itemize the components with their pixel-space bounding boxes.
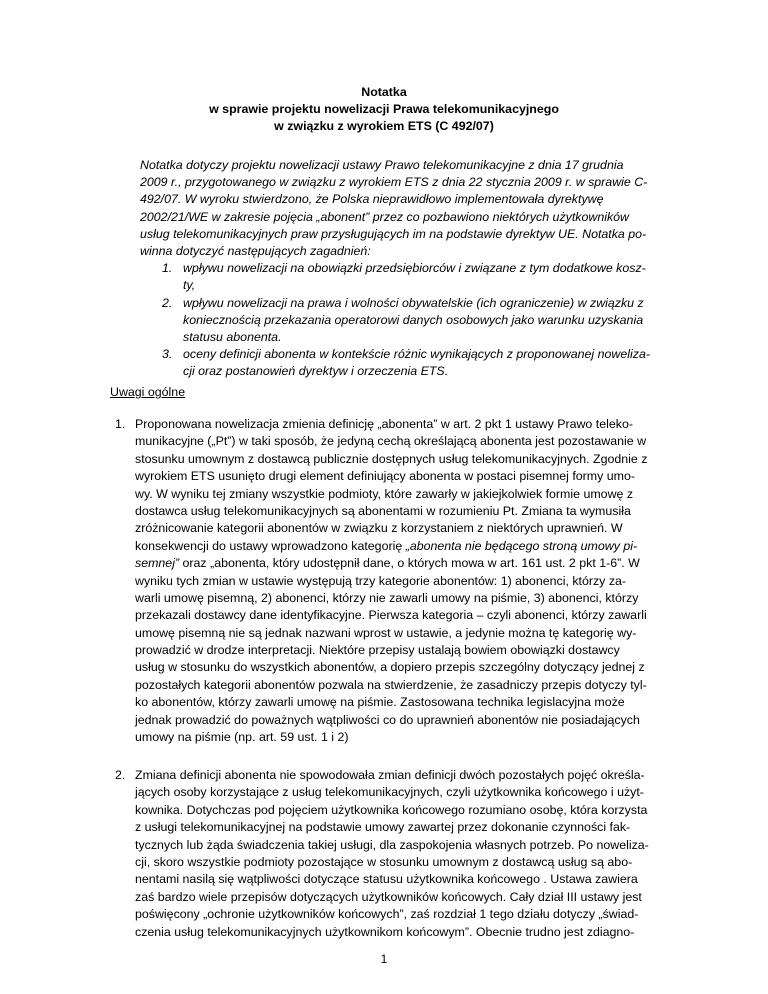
paragraph-line: wyrokiem ETS usunięto drugi element definiujący abonenta w postaci pisemnej formy umo- bbox=[135, 469, 635, 484]
list-line: koniecznością przekazania operatorowi danych osobowych jako warunku uzyskania bbox=[183, 312, 644, 327]
intro-list-item bbox=[140, 295, 655, 347]
intro-line: 2009 r., przygotowanego w związku z wyrokiem ETS z dnia 22 stycznia 2009 r. w sprawie C- bbox=[140, 175, 648, 190]
paragraph-line: munikacyjne („Pt”) w taki sposób, że jedyną cechą określającą abonenta jest pozostawanie w bbox=[135, 434, 647, 449]
list-line: cji oraz postanowień dyrektyw i orzeczenia ETS. bbox=[183, 364, 449, 379]
paragraph-line: ko abonentów, którzy zawarli umowę na piśmie. Zastosowana technika legislacyjna może bbox=[135, 695, 625, 710]
paragraph-number: 2. bbox=[115, 768, 126, 782]
paragraph-line: dostawca usług telekomunikacyjnych są abonentami w rozumieniu Pt. Zmiana ta wymusiła bbox=[135, 503, 631, 518]
paragraph-line: wyniku tych zmian w ustawie występują trzy kategorie abonentów: 1) abonenci, którzy za- bbox=[135, 573, 627, 588]
list-line: wpływu nowelizacji na obowiązki przedsiębiorców i związane z tym dodatkowe kosz- bbox=[183, 261, 646, 276]
list-number: 2. bbox=[162, 295, 173, 310]
paragraph-line: przekazali dostawcy dane identyfikacyjne. Pierwsza kategoria – czyli abonenci, którzy zawarli bbox=[135, 608, 647, 623]
paragraph-line: umowę pisemną nie są jednak nazwani wprost w ustawie, a jedynie można tę kategorię wy- bbox=[135, 625, 637, 640]
page-number: 1 bbox=[380, 952, 388, 966]
paragraph-line: poświęcony „ochronie użytkowników końcowych”, zaś rozdział 1 tego działu dotyczy „świad- bbox=[135, 907, 639, 922]
title-line-2: w sprawie projektu nowelizacji Prawa telekomunikacyjnego bbox=[209, 102, 559, 116]
list-number: 3. bbox=[162, 347, 173, 362]
italic-term: semnej” bbox=[135, 556, 180, 571]
paragraph-line: Proponowana nowelizacja zmienia definicję „abonenta” w art. 2 pkt 1 ustawy Prawo teleko- bbox=[135, 417, 633, 431]
italic-term: „abonenta nie będącego stroną umowy pi- bbox=[405, 538, 638, 553]
intro-list-item bbox=[140, 346, 655, 380]
paragraph-line: pozostałych kategorii abonentów pozwala na stwierdzenie, że zasadniczy przepis dotyczy tyl- bbox=[135, 677, 647, 692]
paragraph-line: cji, skoro wszystkie podmioty pozostające w stosunku umownym z dostawcą usług są abo- bbox=[135, 854, 633, 869]
intro-list-item bbox=[140, 260, 655, 294]
paragraph-line: warli umowę pisemną, 2) abonenci, którzy nie zawarli umowy na piśmie, 3) abonenci, którzy bbox=[135, 590, 639, 605]
paragraph-line: prowadzić w drodze interpretacji. Niektóre przepisy ustalają bowiem obowiązki dostawcy bbox=[135, 643, 620, 658]
intro-line: winna dotyczyć następujących zagadnień: bbox=[140, 243, 371, 258]
list-line: ty, bbox=[183, 278, 196, 293]
paragraph-line: tycznych lub żąda świadczenia takiej usługi, dla zaspokojenia własnych potrzeb. Po noweliza- bbox=[135, 837, 649, 852]
intro-line: Notatka dotyczy projektu nowelizacji ustawy Prawo telekomunikacyjne z dnia 17 grudnia bbox=[140, 158, 624, 172]
list-line: statusu abonenta. bbox=[183, 329, 282, 344]
list-line: wpływu nowelizacji na prawa i wolności obywatelskie (ich ograniczenie) w związku z bbox=[183, 295, 644, 310]
paragraph-line bbox=[135, 538, 660, 555]
intro-line: usług telekomunikacyjnych praw przysługujących im na podstawie dyrektyw UE. Notatka po- bbox=[140, 226, 647, 241]
paragraph-line: usług w stosunku do wszystkich abonentów, a dopiero przepis szczególny dotyczący jednej z bbox=[135, 660, 645, 675]
paragraph-line: zróżnicowanie kategorii abonentów w związku z korzystaniem z niektórych uprawnień. W bbox=[135, 521, 623, 536]
list-number: 1. bbox=[162, 261, 173, 276]
list-line: oceny definicji abonenta w kontekście różnic wynikających z proponowanej noweliza- bbox=[183, 347, 650, 362]
paragraph-line: stosunku umownym z dostawcą publicznie dostępnych usług telekomunikacyjnych. Zgodnie z bbox=[135, 451, 648, 466]
paragraph-line: umowy na piśmie (np. art. 59 ust. 1 i 2) bbox=[135, 730, 349, 745]
paragraph-line: zaś bardzo wiele przepisów dotyczących użytkowników końcowych. Cały dział III ustawy jest bbox=[135, 889, 642, 904]
paragraph-line: kownika. Dotychczas pod pojęciem użytkownika końcowego rozumiano osobę, która korzysta bbox=[135, 802, 648, 817]
paragraph-line: nentami nasilą się wątpliwości dotyczące statusu użytkownika końcowego . Ustawa zawiera bbox=[135, 872, 638, 887]
paragraph-line: jednak prowadzić do poważnych wątpliwości co do uprawnień abonentów nie posiadających bbox=[135, 712, 640, 727]
text-span: oraz „abonenta, który udostępnił dane, o których mowa w art. 161 ust. 2 pkt 1-6”. W bbox=[179, 556, 640, 571]
paragraph-line: wy. W wyniku tej zmiany wszystkie podmioty, które zawarły w jakiejkolwiek formie umowę z bbox=[135, 486, 634, 501]
paragraph-line: Zmiana definicji abonenta nie spowodowała zmian definicji dwóch pozostałych pojęć określa- bbox=[135, 768, 645, 782]
text-span: konsekwencji do ustawy wprowadzono kategorię bbox=[135, 538, 406, 553]
title-line-3: w związku z wyrokiem ETS (C 492/07) bbox=[274, 119, 494, 133]
document-title bbox=[0, 84, 768, 135]
title-line-1: Notatka bbox=[361, 85, 407, 99]
paragraph-line bbox=[135, 555, 660, 572]
intro-paragraph bbox=[140, 157, 655, 380]
paragraph-line: jących osoby korzystające z usług telekomunikacyjnych, czyli użytkownika końcowego i użyt- bbox=[135, 785, 644, 800]
paragraph-number: 1. bbox=[115, 417, 126, 431]
section-heading: Uwagi ogólne bbox=[110, 385, 186, 399]
paragraph-line: czenia usług telekomunikacyjnych użytkownikom końcowym”. Obecnie trudno jest zdiagno- bbox=[135, 924, 635, 939]
paragraph-line: z usługi telekomunikacyjnej na podstawie umowy zawartej przez dokonanie czynności fak- bbox=[135, 820, 631, 835]
numbered-paragraph-2 bbox=[115, 767, 660, 941]
numbered-paragraph-1 bbox=[115, 416, 660, 746]
intro-line: 492/07. W wyroku stwierdzono, że Polska nieprawidłowo implementowała dyrektywę bbox=[140, 192, 604, 207]
intro-line: 2002/21/WE w zakresie pojęcia „abonent” przez co pozbawiono niektórych użytkowników bbox=[140, 209, 629, 224]
